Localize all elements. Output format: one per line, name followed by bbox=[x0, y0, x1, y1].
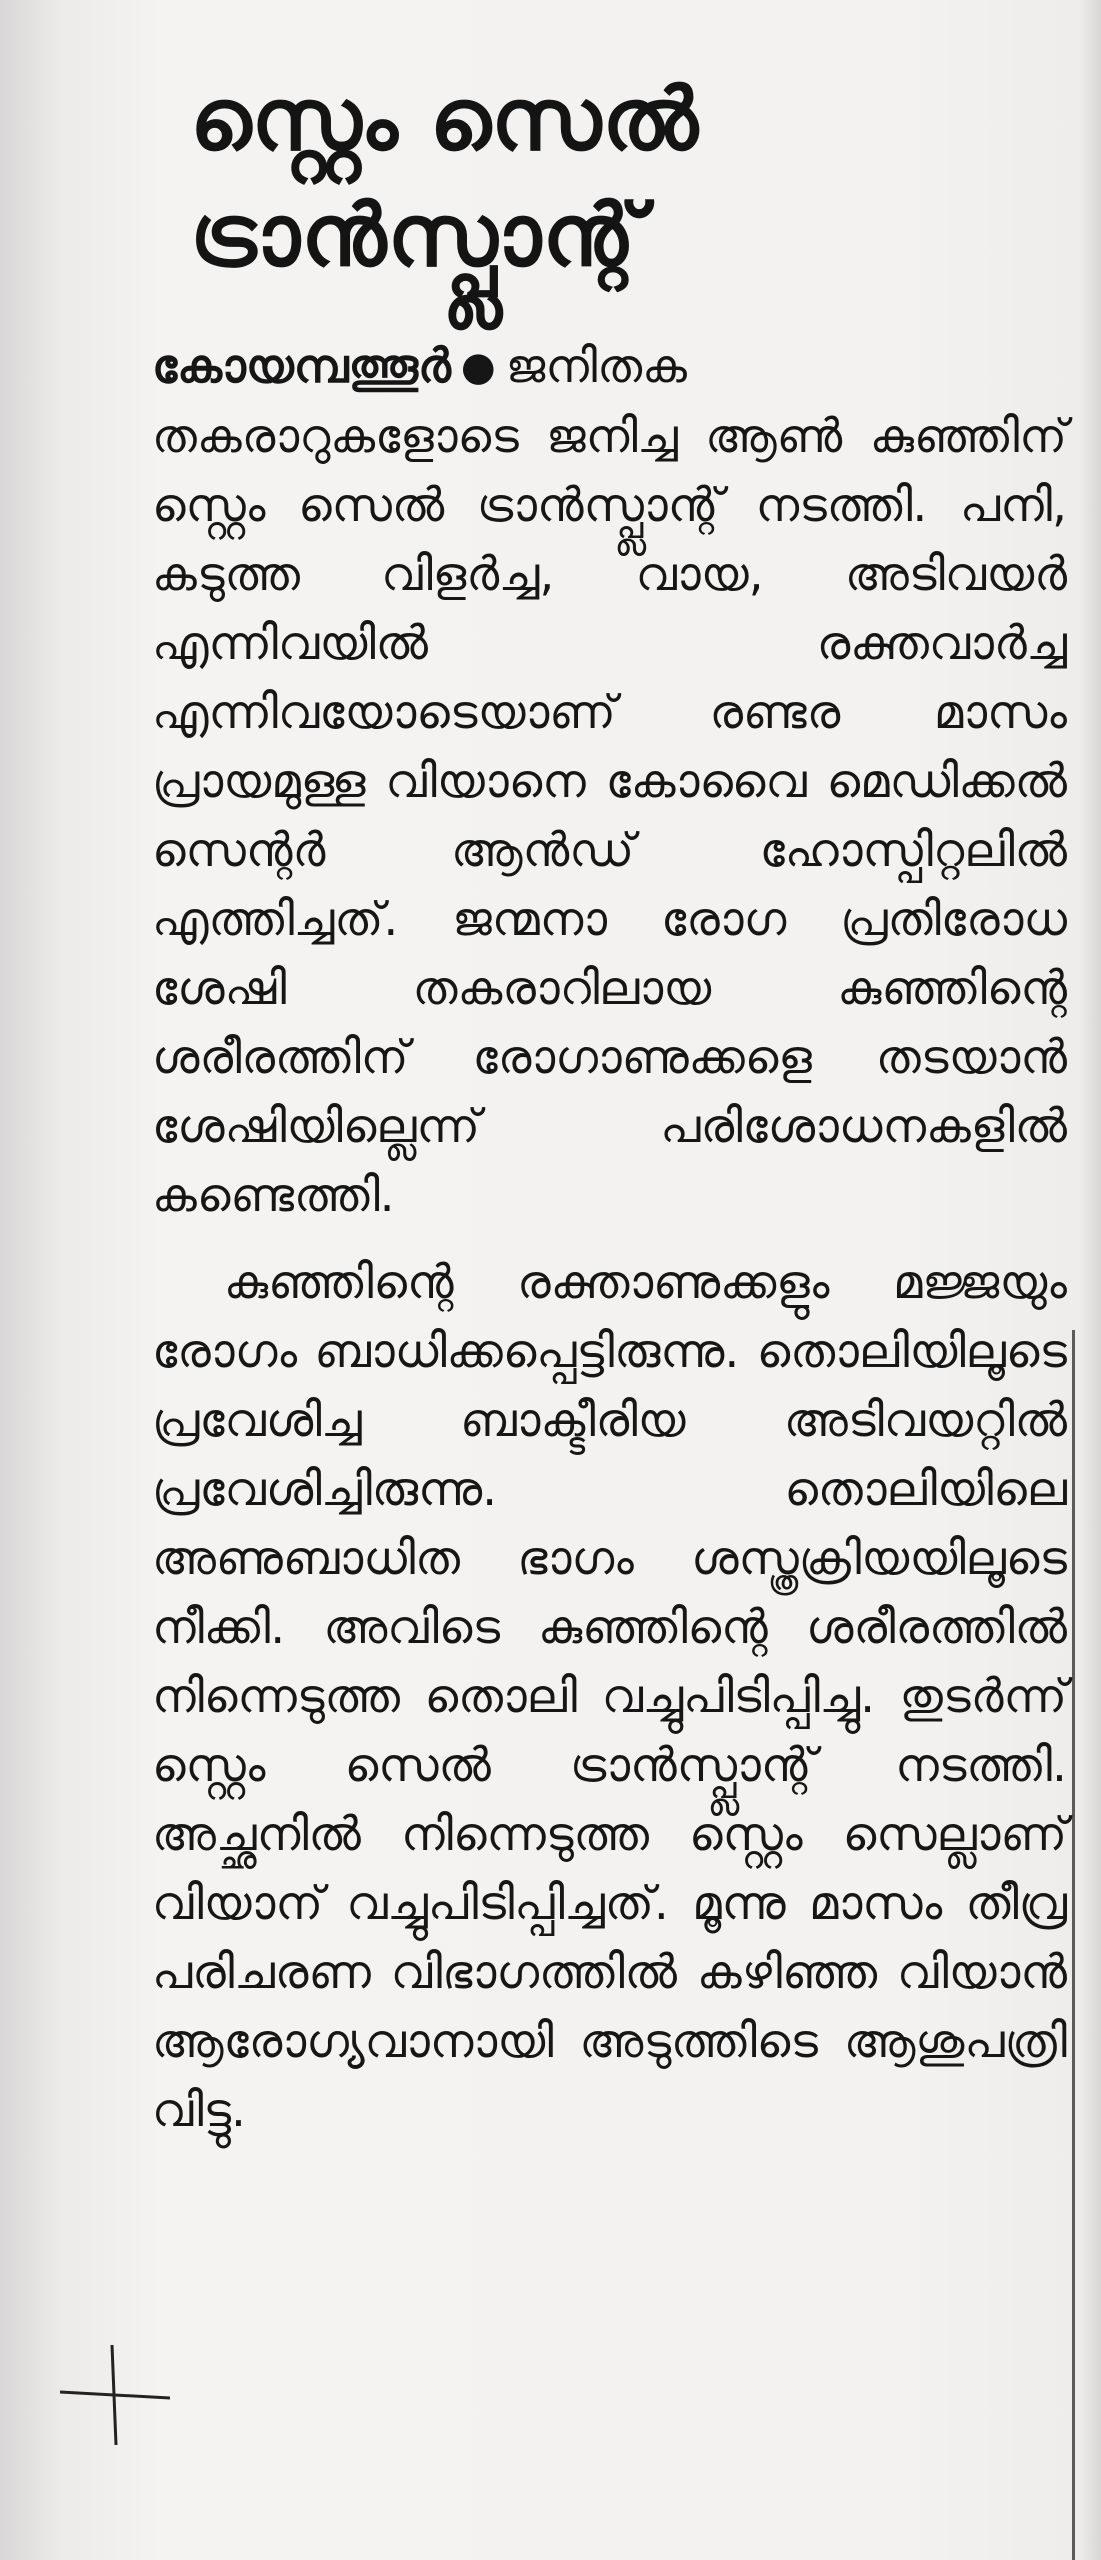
headline bbox=[190, 62, 910, 294]
headline-line-1: സ്റ്റെം സെൽ bbox=[190, 70, 700, 170]
article-body bbox=[152, 332, 1067, 2145]
registration-cross-icon bbox=[60, 2340, 170, 2450]
bullet-icon: ● bbox=[460, 344, 496, 390]
paragraph-1-text: ജനിതക തകരാറുകളോടെ ജനിച്ച ആൺ കുഞ്ഞിന് സ്റ്റെം സെൽ ട്രാൻസ്പ്ലാന്റ് നടത്തി. പനി, കടുത്ത വിളർച്ച, വായ, അടിവയർ എന്നിവയിൽ രക്തവാർച്ച എന്നിവയോടെയാണ് രണ്ടര മാസം പ്രായമുള്ള വിയാനെ കോവൈ മെഡിക്കൽ സെന്റർ ആൻഡ് ഹോസ്പിറ്റലിൽ എത്തിച്ചത്. ജന്മനാ രോഗ പ്രതിരോധ ശേഷി തകരാറിലായ കുഞ്ഞിന്റെ ശരീരത്തിന് രോഗാണുക്കളെ തടയാൻ ശേഷിയില്ലെന്ന് പരിശോധനകളിൽ കണ്ടെത്തി. bbox=[152, 339, 1067, 1223]
article-paragraph-1 bbox=[152, 332, 1067, 1230]
column-rule bbox=[1072, 1330, 1075, 2560]
clipping-edge-shadow bbox=[1079, 0, 1101, 2560]
dateline: കോയമ്പത്തൂർ bbox=[152, 339, 451, 394]
article-paragraph-2: കുഞ്ഞിന്റെ രക്താണുക്കളും മജ്ജയും രോഗം ബാധിക്കപ്പെട്ടിരുന്നു. തൊലിയിലൂടെ പ്രവേശിച്ച ബാക്ടീരിയ അടിവയറ്റിൽ പ്രവേശിച്ചിരുന്നു. തൊലിയിലെ അണുബാധിത ഭാഗം ശസ്ത്രക്രിയയിലൂടെ നീക്കി. അവിടെ കുഞ്ഞിന്റെ ശരീരത്തിൽ നിന്നെടുത്ത തൊലി വച്ചുപിടിപ്പിച്ചു. തുടർന്ന് സ്റ്റെം സെൽ ട്രാൻസ്പ്ലാന്റ് നടത്തി. അച്ഛനിൽ നിന്നെടുത്ത സ്റ്റെം സെല്ലാണ് വിയാന് വച്ചുപിടിപ്പിച്ചത്. മൂന്നു മാസം തീവ്ര പരിചരണ വിഭാഗത്തിൽ കഴിഞ്ഞ വിയാൻ ആരോഗ്യവാനായി അടുത്തിടെ ആശുപത്രി വിട്ടു. bbox=[152, 1255, 1067, 2138]
headline-line-2: ട്രാൻസ്പ്ലാന്റ് bbox=[190, 186, 645, 286]
